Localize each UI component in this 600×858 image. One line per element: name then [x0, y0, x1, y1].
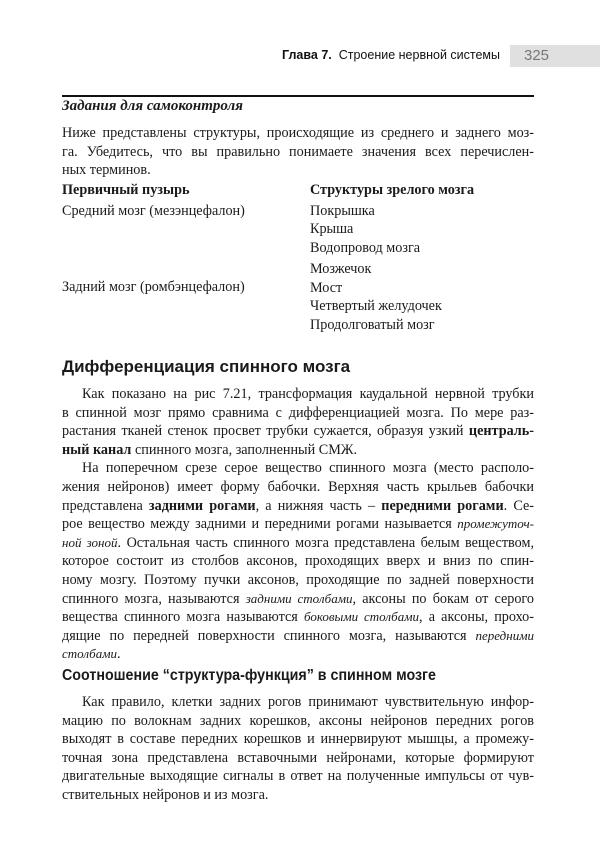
table-col-vesicle	[62, 181, 245, 297]
text-line	[62, 786, 534, 805]
text-line	[62, 571, 534, 590]
table-cell: Мост	[310, 279, 343, 296]
text-run: ному мозгу. Поэтому пучки аксонов, проходящие по задней поверхности	[62, 571, 534, 588]
running-header	[0, 45, 600, 67]
table-cell: Задний мозг (ромбэнцефалон)	[62, 279, 245, 295]
text-line	[62, 459, 534, 478]
page-number: 325	[524, 47, 550, 64]
text-run: двигательные выходящие сигналы в ответ на полученные импульсы от чув-	[62, 768, 534, 785]
text-run: растания тканей стенок просвет трубки сужается, образуя узкий	[62, 423, 469, 440]
text-run: На поперечном срезе серое вещество спинного мозга (место располо-	[82, 460, 534, 477]
section-heading: Дифференциация спинного мозга	[62, 357, 351, 376]
text-run: спинного мозга, называются	[62, 590, 246, 607]
text-run: в спинной мозг прямо сравнима с дифференциацией мозга. По мере раз-	[62, 404, 534, 421]
table-header: Структуры зрелого мозга	[310, 182, 475, 198]
italic-term: боковыми столбами	[303, 609, 419, 625]
text-run: мацию по волокнам задних корешков, аксоны нейронов передних рогов	[62, 712, 534, 729]
bold-term: ный канал	[62, 441, 132, 458]
text-run: . Се-	[503, 497, 534, 514]
text-run: Как показано на рис 7.21, трансформация каудальной нервной трубки	[82, 386, 534, 402]
text-line	[62, 534, 534, 553]
text-run: дящие по передней поверхности спинного мозга, называются	[62, 627, 476, 644]
table-cell: Четвертый желудочек	[310, 298, 442, 314]
table-cell: Водопровод мозга	[310, 239, 421, 256]
text-line	[62, 124, 534, 143]
text-line	[62, 767, 534, 786]
subsection-body	[62, 693, 534, 805]
table-cell: Средний мозг (мезэнцефалон)	[62, 202, 245, 219]
text-run: представлена	[62, 497, 149, 514]
italic-term: передними	[475, 627, 534, 643]
text-run: точная зона представлена вставочными нейронами, которые формируют	[62, 749, 534, 766]
table-cell: Продолговатый мозг	[310, 316, 435, 333]
italic-term: ной зоной	[62, 534, 118, 550]
text-line	[62, 645, 534, 664]
table-cell: Покрышка	[310, 202, 375, 219]
text-run: рое вещество между задними и передними рогами называется	[62, 516, 458, 533]
text-line	[62, 730, 534, 749]
text-line	[62, 422, 534, 441]
text-run: выходят в составе передних корешков и иннервируют мышцы, а промежу-	[62, 731, 534, 748]
chapter-title: Строение нервной системы	[338, 48, 500, 62]
chapter-header	[282, 48, 500, 62]
text-line	[62, 143, 534, 162]
text-line	[62, 627, 534, 646]
bold-term: централь-	[468, 423, 534, 440]
text-line	[62, 749, 534, 768]
text-line	[62, 478, 534, 497]
text-run: , а аксоны, прохо-	[419, 609, 534, 626]
text-run: .	[117, 646, 121, 663]
text-run: ствительных нейронов и из мозга.	[62, 786, 269, 803]
table-cell: Мозжечок	[310, 261, 372, 277]
text-run: , а нижняя часть –	[255, 497, 382, 514]
text-line	[62, 515, 534, 534]
text-line	[62, 404, 534, 423]
italic-term: столбами	[62, 646, 117, 662]
italic-term: задними столбами	[245, 590, 353, 606]
text-run: вещества спинного мозга называются	[62, 609, 304, 626]
italic-term: промежуточ-	[457, 516, 534, 532]
text-line	[62, 441, 534, 460]
text-run: . Остальная часть спинного мозга представлена белым веществом,	[117, 534, 534, 551]
text-line	[62, 608, 534, 627]
chapter-label: Глава 7.	[282, 48, 332, 62]
text-line	[62, 497, 534, 516]
bold-term: задними рогами	[148, 497, 256, 514]
subsection-heading: Соотношение “структура-функция” в спинном мозге	[62, 667, 436, 684]
text-run: га. Убедитесь, что вы правильно понимаете значения всех перечислен-	[62, 143, 534, 160]
box-top-rule	[62, 95, 534, 97]
text-run: ных терминов.	[62, 162, 151, 179]
text-line	[62, 161, 534, 180]
table-header: Первичный пузырь	[62, 182, 190, 198]
self-check-title: Задания для самоконтроля	[62, 98, 243, 114]
table-col-structures	[310, 181, 474, 334]
text-run: жения нейронов) имеет форму бабочки. Верхняя часть крыльев бабочки	[62, 478, 534, 495]
text-line	[62, 552, 534, 571]
text-line	[62, 590, 534, 609]
self-check-intro	[62, 124, 534, 180]
text-line	[62, 693, 534, 712]
text-run: Как правило, клетки задних рогов принимают чувствительную инфор-	[82, 694, 534, 710]
text-line	[62, 385, 534, 404]
page-number-box	[510, 45, 600, 67]
text-run: Ниже представлены структуры, происходящие из среднего и заднего моз-	[62, 125, 534, 141]
text-run: спинного мозга, заполненный СМЖ.	[131, 441, 358, 458]
text-run: , аксоны по бокам от серого	[352, 590, 534, 607]
bold-term: передними рогами	[381, 497, 504, 514]
table-cell: Крыша	[310, 221, 354, 237]
text-run: которое состоит из столбов аксонов, проходящих вверх и вниз по спин-	[62, 553, 534, 570]
text-line	[62, 712, 534, 731]
section-body	[62, 385, 534, 664]
